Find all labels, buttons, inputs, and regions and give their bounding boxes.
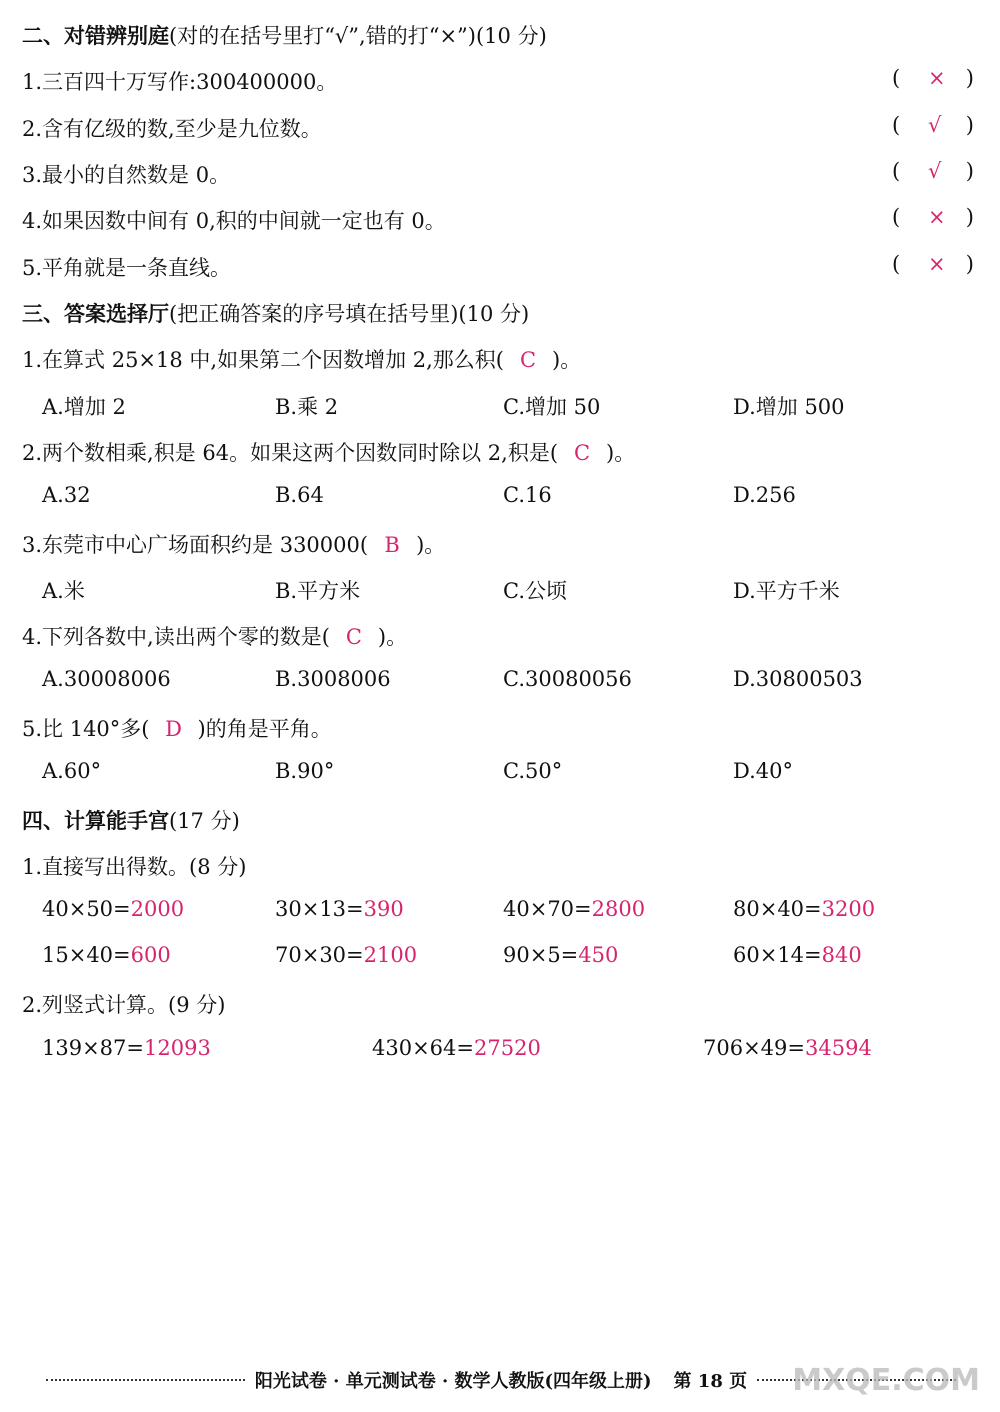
mc-question-tail: )。	[416, 533, 446, 557]
tf-item-text: 1.三百四十万写作:300400000。	[22, 70, 338, 94]
calc-item: 40×50=2000	[42, 897, 185, 921]
mc-option: A.32	[42, 483, 91, 507]
mc-option: C.公顷	[503, 579, 567, 603]
tf-mark: ×	[928, 252, 946, 276]
mc-question-tail: )。	[606, 441, 636, 465]
mc-option: D.增加 500	[733, 395, 845, 419]
mc-question-tail: )。	[552, 348, 582, 372]
footer-title: 阳光试卷 · 单元测试卷 · 数学人教版(四年级上册)	[254, 1371, 652, 1392]
section3-heading	[22, 298, 529, 328]
calc-item: 80×40=3200	[733, 897, 876, 921]
section4-heading	[22, 805, 240, 835]
watermark-logo: MXQE.COM	[792, 1363, 980, 1398]
mc-option: A.米	[42, 579, 85, 603]
tf-mark: ×	[928, 66, 946, 90]
tf-item-2	[22, 113, 322, 143]
tf-item-5	[22, 252, 231, 282]
vertical-calc-item: 139×87=12093	[42, 1036, 211, 1060]
calc-item: 15×40=600	[42, 943, 171, 967]
calc-item: 90×5=450	[503, 943, 619, 967]
tf-mark: √	[928, 159, 942, 183]
mc-option: C.30080056	[503, 667, 632, 691]
section2-title: 二、对错辨别庭	[22, 23, 169, 48]
mc-question-tail: )的角是平角。	[197, 717, 332, 741]
mc-option: A.增加 2	[42, 395, 126, 419]
calc-item: 40×70=2800	[503, 897, 646, 921]
vertical-calc-item: 430×64=27520	[372, 1036, 541, 1060]
footer-divider-left	[46, 1379, 245, 1381]
mc-option: C.增加 50	[503, 395, 601, 419]
tf-mark: ×	[928, 205, 946, 229]
mc-question-text: 2.两个数相乘,积是 64。如果这两个因数同时除以 2,积是(	[22, 441, 559, 465]
mc-question-4	[22, 621, 407, 651]
mc-question-5	[22, 713, 332, 743]
calc-item: 60×14=840	[733, 943, 862, 967]
mc-question-text: 5.比 140°多(	[22, 717, 150, 741]
vertical-calc-item: 706×49=34594	[703, 1036, 872, 1060]
tf-mark: √	[928, 113, 942, 137]
section3-title: 三、答案选择厅	[22, 301, 169, 326]
calc-part2-title: 2.列竖式计算。(9 分)	[22, 993, 226, 1017]
mc-answer: C	[573, 441, 591, 465]
mc-option: B.乘 2	[275, 395, 339, 419]
mc-answer: D	[165, 717, 182, 741]
mc-option: C.16	[503, 483, 552, 507]
mc-question-text: 1.在算式 25×18 中,如果第二个因数增加 2,那么积(	[22, 348, 505, 372]
tf-item-text: 4.如果因数中间有 0,积的中间就一定也有 0。	[22, 209, 446, 233]
mc-answer: C	[519, 348, 537, 372]
mc-option: B.3008006	[275, 667, 391, 691]
mc-option: B.64	[275, 483, 324, 507]
tf-item-text: 5.平角就是一条直线。	[22, 256, 232, 280]
mc-answer: B	[384, 533, 400, 557]
mc-question-1	[22, 344, 581, 374]
section4-note: (17 分)	[169, 809, 240, 833]
section3-note: (把正确答案的序号填在括号里)(10 分)	[169, 302, 530, 326]
calc-item: 70×30=2100	[275, 943, 418, 967]
page-number: 第 18 页	[673, 1371, 748, 1392]
tf-item-text: 3.最小的自然数是 0。	[22, 163, 231, 187]
mc-option: C.50°	[503, 759, 563, 783]
mc-question-tail: )。	[377, 625, 408, 649]
mc-question-text: 3.东莞市中心广场面积约是 330000(	[22, 533, 369, 557]
section2-heading	[22, 20, 547, 50]
tf-item-4	[22, 205, 446, 235]
mc-question-3	[22, 529, 445, 559]
mc-option: D.40°	[733, 759, 793, 783]
mc-option: B.90°	[275, 759, 335, 783]
calc-item: 30×13=390	[275, 897, 404, 921]
calc-part1-title: 1.直接写出得数。(8 分)	[22, 855, 247, 879]
mc-answer: C	[345, 625, 362, 649]
section2-note: (对的在括号里打“√”,错的打“×”)(10 分)	[169, 24, 547, 48]
mc-option: A.30008006	[42, 667, 171, 691]
mc-option: D.平方千米	[733, 579, 840, 603]
mc-question-2	[22, 437, 635, 467]
mc-option: B.平方米	[275, 579, 361, 603]
section4-title: 四、计算能手宫	[22, 808, 169, 833]
tf-item-text: 2.含有亿级的数,至少是九位数。	[22, 117, 322, 141]
tf-item-3	[22, 159, 230, 189]
mc-option: A.60°	[42, 759, 102, 783]
mc-option: D.256	[733, 483, 796, 507]
tf-item-1	[22, 66, 337, 96]
mc-question-text: 4.下列各数中,读出两个零的数是(	[22, 625, 330, 649]
mc-option: D.30800503	[733, 667, 863, 691]
